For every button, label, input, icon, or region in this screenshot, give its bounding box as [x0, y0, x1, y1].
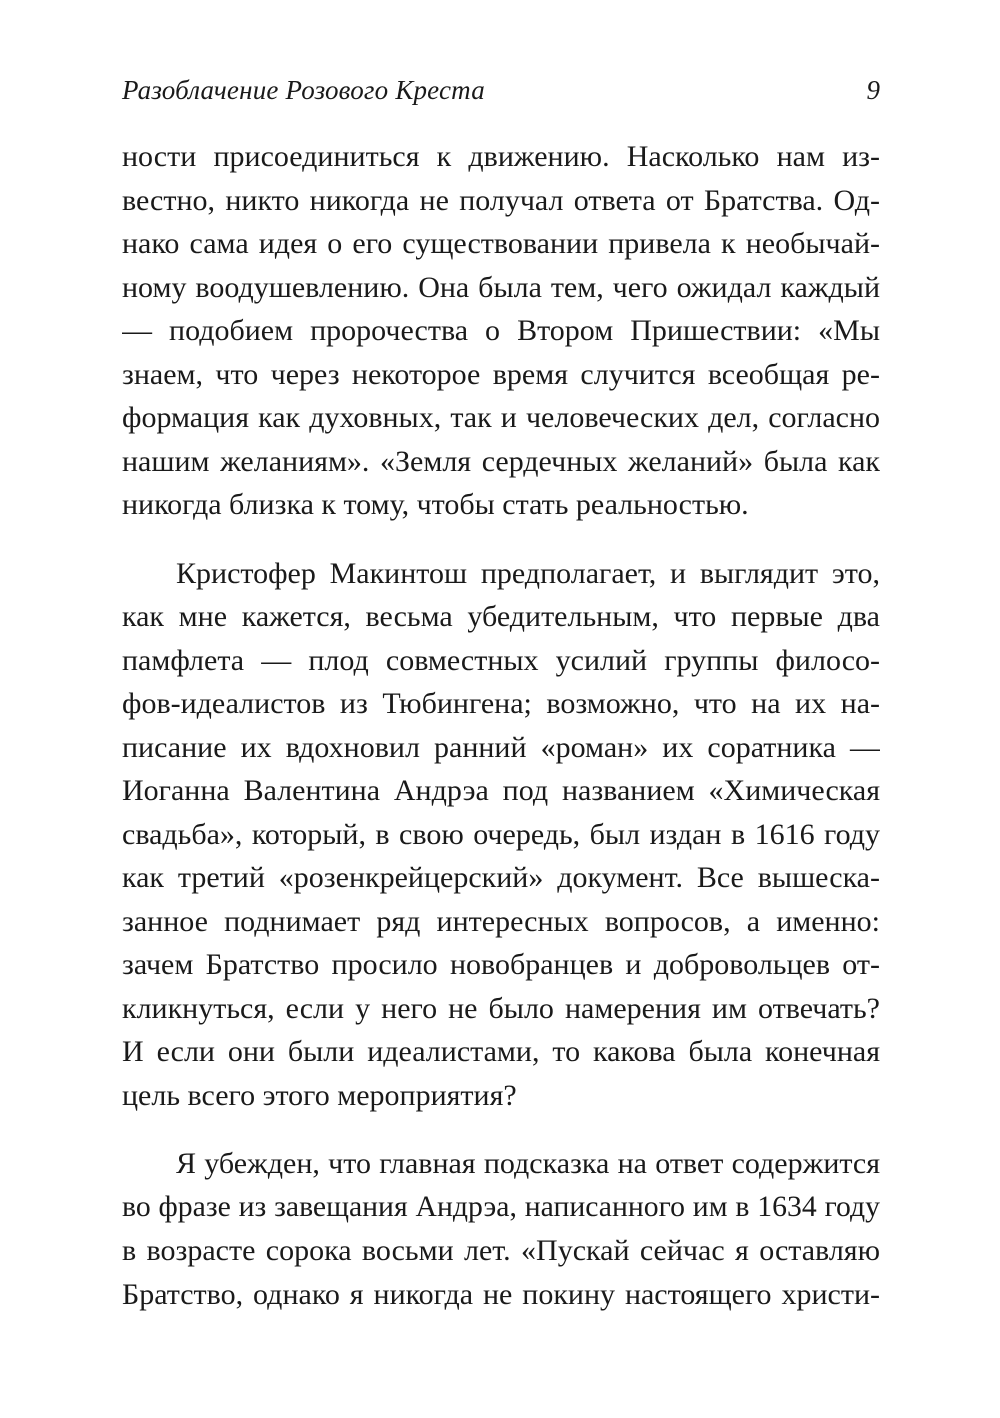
- paragraph-2: [122, 552, 880, 1118]
- text-line: И если они были идеалистами, то какова была конечная: [122, 1035, 880, 1068]
- paragraph-3: [122, 1142, 880, 1316]
- text-line: нако сама идея о его существовании привела к необычай-: [122, 227, 880, 260]
- text-line: в возрасте сорока восьми лет. «Пускай сейчас я оставляю: [122, 1234, 880, 1267]
- text-line: Кристофер Макинтош предполагает, и выглядит это,: [176, 556, 880, 590]
- text-line: свадьба», который, в свою очередь, был издан в 1616 году: [122, 817, 880, 851]
- text-line: нашим желаниям». «Земля сердечных желаний» была как: [122, 444, 880, 478]
- text-line: кликнуться, если у него не было намерения им отвечать?: [122, 991, 880, 1025]
- running-title: Разоблачение Розового Креста: [122, 75, 485, 105]
- paragraph-gap: [122, 527, 880, 552]
- text-line: цель всего этого мероприятия?: [122, 1078, 517, 1112]
- text-line: Я убежден, что главная подсказка на ответ содержится: [176, 1147, 880, 1180]
- text-line: Иоганна Валентина Андрэа под названием «Химическая: [122, 774, 880, 807]
- text-line: знаем, что через некоторое время случится всеобщая ре-: [122, 357, 880, 391]
- text-line: фов-идеалистов из Тюбингена; возможно, что на их на-: [122, 687, 880, 720]
- text-line: никогда близка к тому, чтобы стать реальностью.: [122, 488, 749, 521]
- paragraph-gap: [122, 1117, 880, 1142]
- text-line: как мне кажется, весьма убедительным, что первые два: [122, 600, 880, 633]
- text-line: ному воодушевлению. Она была тем, чего ожидал каждый: [122, 270, 880, 304]
- text-line: памфлета — плод совместных усилий группы филосо-: [122, 643, 880, 677]
- running-header: [122, 74, 880, 114]
- paragraph-1: [122, 135, 880, 527]
- text-line: Братство, однако я никогда не покину настоящего христи-: [122, 1277, 880, 1311]
- body-text: [122, 135, 880, 1316]
- text-line: зачем Братство просило новобранцев и добровольцев от-: [122, 948, 880, 981]
- page-number: 9: [866, 75, 880, 105]
- text-line: формация как духовных, так и человеческих дел, согласно: [122, 401, 880, 434]
- text-line: писание их вдохновил ранний «роман» их соратника —: [122, 730, 880, 764]
- text-line: — подобием пророчества о Втором Пришествии: «Мы: [122, 314, 880, 347]
- text-line: ности присоединиться к движению. Насколько нам из-: [122, 140, 880, 173]
- text-line: как третий «розенкрейцерский» документ. Все вышеска-: [122, 861, 880, 894]
- text-line: вестно, никто никогда не получал ответа от Братства. Од-: [122, 183, 880, 217]
- text-line: во фразе из завещания Андрэа, написанного им в 1634 году: [122, 1190, 880, 1223]
- text-line: занное поднимает ряд интересных вопросов, а именно:: [122, 904, 880, 938]
